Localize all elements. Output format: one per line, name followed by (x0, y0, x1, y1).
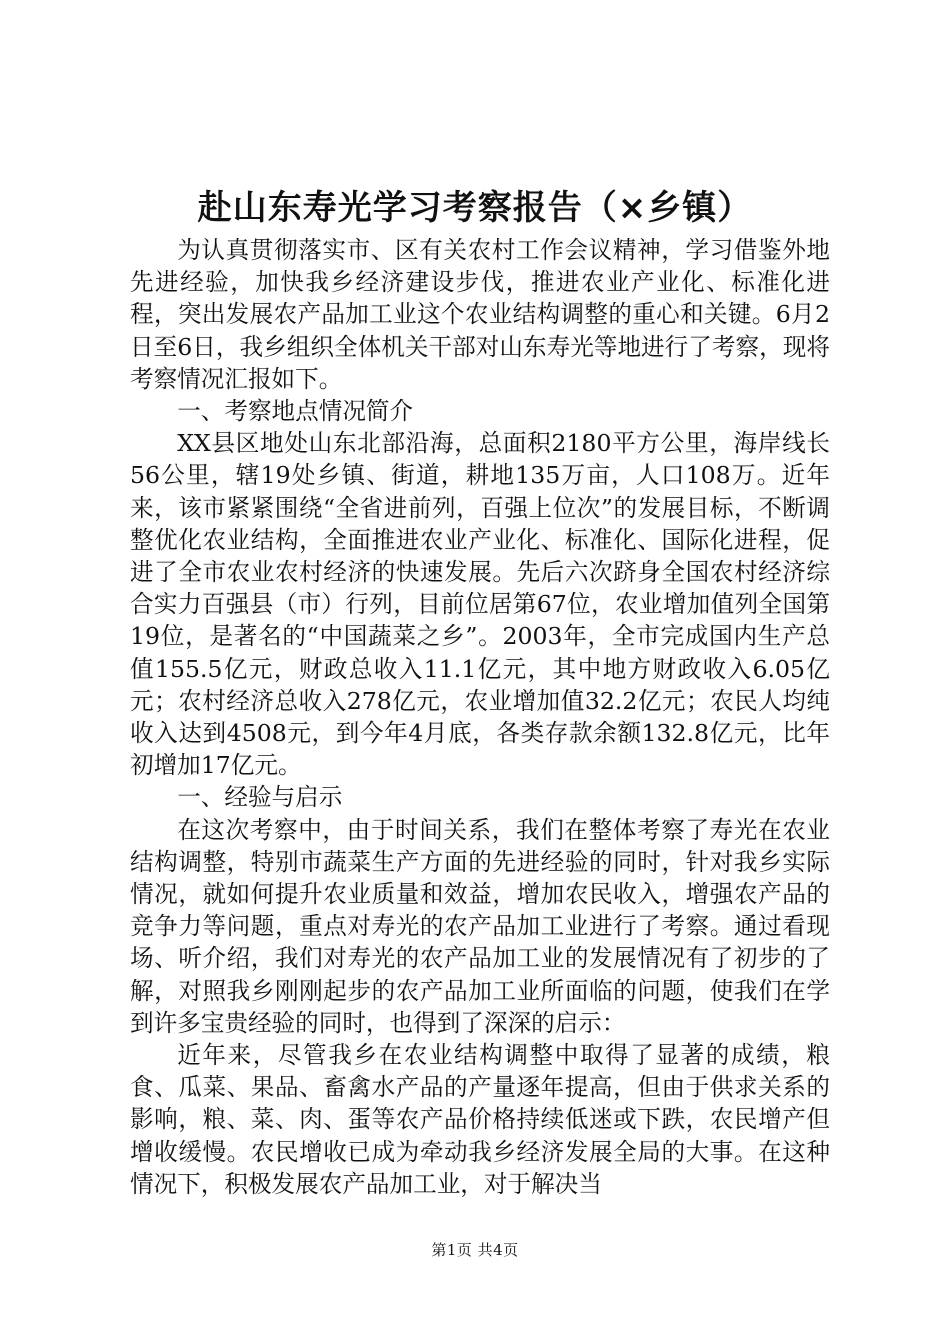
document-title: 赴山东寿光学习考察报告（×乡镇） (197, 188, 753, 228)
lessons-paragraph: 在这次考察中，由于时间关系，我们在整体考察了寿光在农业结构调整，特别市蔬菜生产方面的先进经验的同时，针对我乡实际情况，就如何提升农业质量和效益，增加农民收入，增强农产品的竞争力等问题，重点对寿光的农产品加工业进行了考察。通过看现场、听介绍，我们对寿光的农产品加工业的发展情况有了初步的了解，对照我乡刚刚起步的农产品加工业所面临的问题，使我们在学到许多宝贵经验的同时，也得到了深深的启示： (130, 815, 830, 1037)
intro-paragraph: 为认真贯彻落实市、区有关农村工作会议精神，学习借鉴外地先进经验，加快我乡经济建设步伐，推进农业产业化、标准化进程，突出发展农产品加工业这个农业结构调整的重心和关键。6月2日至6日，我乡组织全体机关干部对山东寿光等地进行了考察，现将考察情况汇报如下。 (130, 236, 830, 393)
page-footer: 第1页 共4页 (431, 1241, 519, 1259)
overview-paragraph: XX县区地处山东北部沿海，总面积2180平方公里，海岸线长56公里，辖19处乡镇、街道，耕地135万亩，人口108万。近年来，该市紧紧围绕“全省进前列，百强上位次”的发展目标，不断调整优化农业结构，全面推进农业产业化、标准化、国际化进程，促进了全市农业农村经济的快速发展。先后六次跻身全国农村经济综合实力百强县（市）行列，目前位居第67位，农业增加值列全国第19位，是著名的“中国蔬菜之乡”。2003年，全市完成国内生产总值155.5亿元，财政总收入11.1亿元，其中地方财政收入6.05亿元；农村经济总收入278亿元，农业增加值32.2亿元；农民人均纯收入达到4508元，到今年4月底，各类存款余额132.8亿元，比年初增加17亿元。 (130, 429, 830, 780)
section-heading-overview: 一、考察地点情况简介 (177, 397, 414, 426)
document-body (130, 234, 830, 1200)
section-heading-lessons: 一、经验与启示 (177, 783, 343, 812)
analysis-paragraph: 近年来，尽管我乡在农业结构调整中取得了显著的成绩，粮食、瓜菜、果品、畜禽水产品的产量逐年提高，但由于供求关系的影响，粮、菜、肉、蛋等农产品价格持续低迷或下跌，农民增产但增收缓慢。农民增收已成为牵动我乡经济发展全局的大事。在这种情况下，积极发展农产品加工业，对于解决当 (130, 1041, 830, 1198)
